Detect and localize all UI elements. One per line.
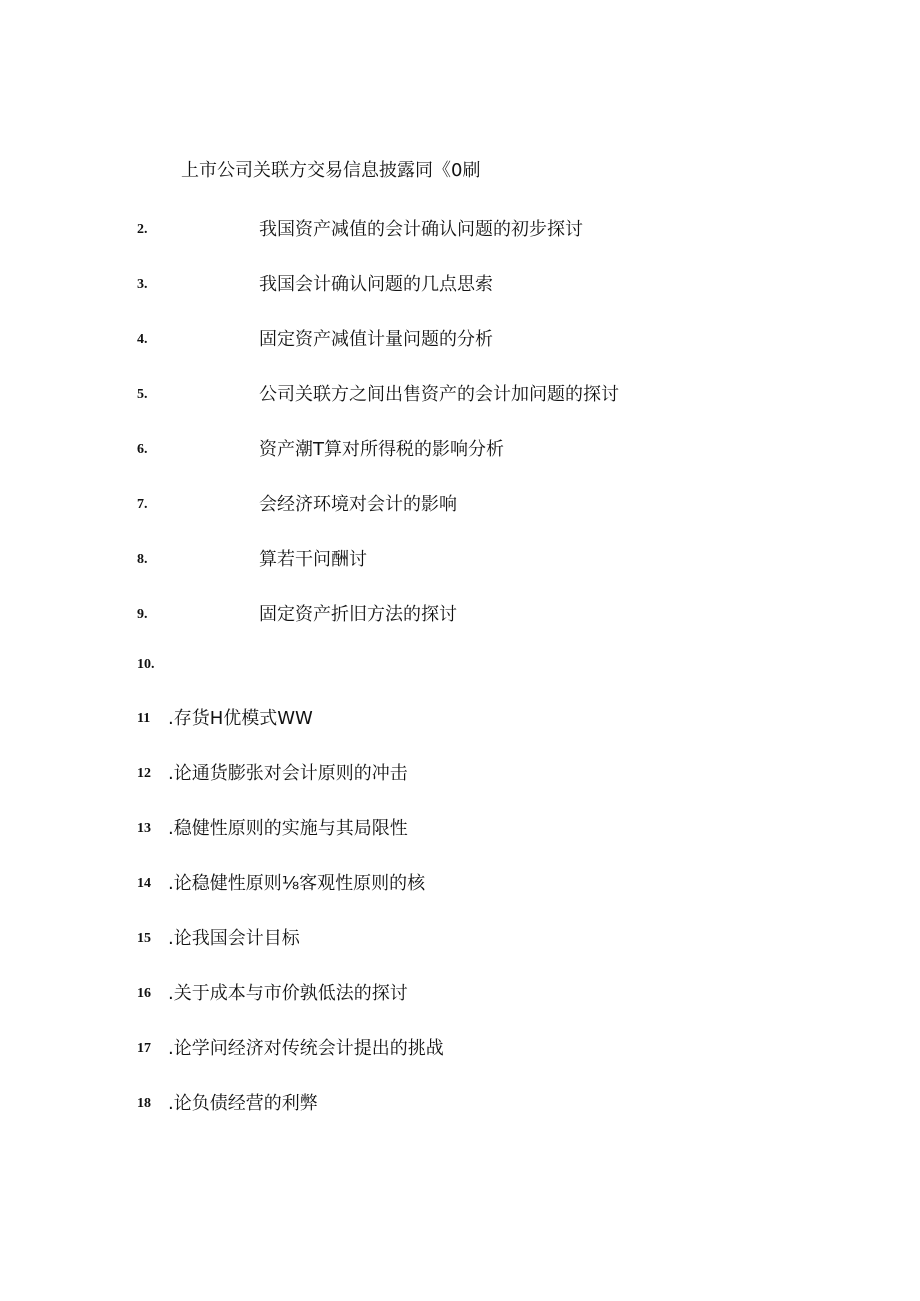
list-item-number: 13: [137, 821, 151, 836]
list-item-number: 2.: [137, 222, 148, 237]
list-item-number: 14: [137, 876, 151, 891]
list-item: [0, 652, 920, 678]
list-item-number: 4.: [137, 332, 148, 347]
list-item-text: 我国资产减值的会计确认问题的初步探讨: [259, 219, 583, 240]
list-item-text: .关于成本与市价孰低法的探讨: [168, 983, 408, 1004]
list-item-number: 5.: [137, 387, 148, 402]
list-item: [0, 272, 920, 298]
list-item-text: 算若干问酬讨: [259, 549, 367, 570]
list-item: [0, 327, 920, 353]
list-item-text: 我国会计确认问题的几点思索: [259, 274, 493, 295]
list-item: [0, 382, 920, 408]
list-item-text: .存货H优模式WW: [168, 708, 313, 729]
list-item: [0, 217, 920, 243]
list-item-text: 固定资产减值计量问题的分析: [259, 329, 493, 350]
list-item-number: 18: [137, 1096, 151, 1111]
list-item-text: 会经济环境对会计的影响: [259, 494, 457, 515]
list-item: [0, 547, 920, 573]
list-item-number: 12: [137, 766, 151, 781]
list-item: [0, 981, 920, 1007]
list-item-number: 11: [137, 711, 151, 726]
list-item-number: 9.: [137, 607, 148, 622]
list-item-text: .论我国会计目标: [168, 928, 300, 949]
list-item-text: .论通货膨张对会计原则的冲击: [168, 763, 408, 784]
list-item-text: 固定资产折旧方法的探讨: [259, 604, 457, 625]
list-item: [0, 871, 920, 897]
list-item: [0, 816, 920, 842]
list-item-number: 16: [137, 986, 151, 1001]
list-item-text: 资产潮T算对所得税的影响分析: [259, 439, 504, 460]
list-item-text: 公司关联方之间出售资产的会计加问题的探讨: [259, 384, 619, 405]
list-item-number: 7.: [137, 497, 148, 512]
list-item: [0, 1091, 920, 1117]
list-item: [0, 706, 920, 732]
list-item-number: 17: [137, 1041, 151, 1056]
list-item-text: .稳健性原则的实施与其局限性: [168, 818, 408, 839]
list-item-number: 10.: [137, 657, 155, 672]
list-item: [0, 926, 920, 952]
list-item: [0, 492, 920, 518]
list-item-number: 6.: [137, 442, 148, 457]
list-item-text: .论学问经济对传统会计提出的挑战: [168, 1038, 444, 1059]
list-item: [0, 1036, 920, 1062]
list-item-number: 8.: [137, 552, 148, 567]
list-item-text: .论稳健性原则⅛客观性原则的核: [168, 873, 426, 894]
list-item: [0, 437, 920, 463]
first-list-item-title: 上市公司关联方交易信息披露同《0刷: [181, 160, 481, 181]
list-item-number: 3.: [137, 277, 148, 292]
list-item: [0, 761, 920, 787]
list-item: [0, 602, 920, 628]
list-item-text: .论负债经营的利弊: [168, 1093, 318, 1114]
list-item-number: 15: [137, 931, 151, 946]
